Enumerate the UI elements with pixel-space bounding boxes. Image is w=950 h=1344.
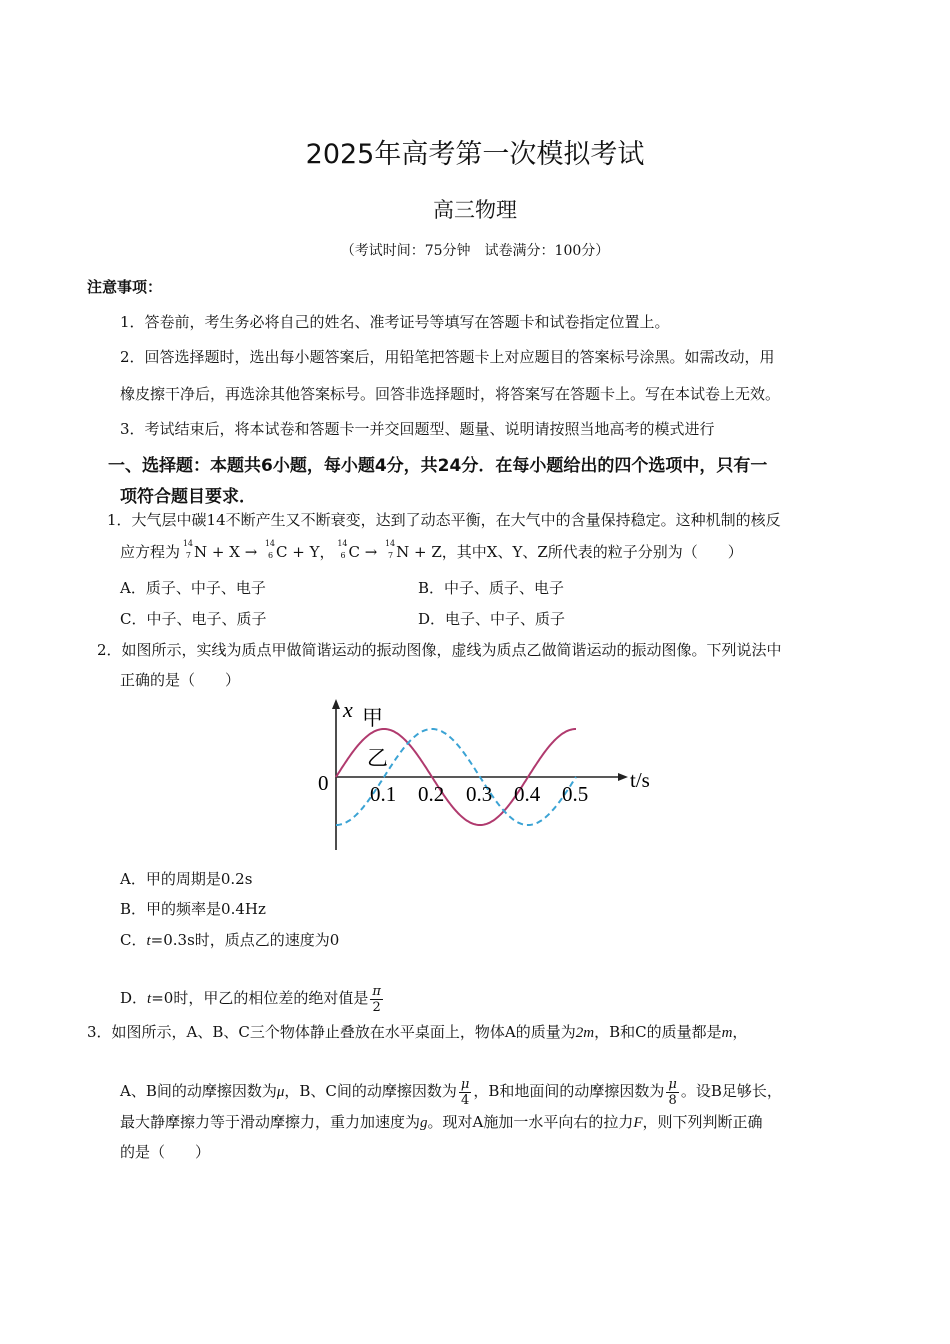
series-label-jia: 甲 — [362, 706, 383, 730]
x-axis-arrow — [618, 773, 628, 781]
q1-separator: ， — [319, 543, 335, 561]
q1-stem-line1: 1．大气层中碳14不断产生又不断衰变，达到了动态平衡，在大气中的含量保持稳定。这种机制的核反 — [107, 511, 781, 529]
q1-eq1: N + X → — [194, 543, 263, 561]
q3-stem-line3: 最大静摩擦力等于滑动摩擦力，重力加速度为g。现对A施加一水平向右的拉力F，则下列判断正确 — [120, 1113, 763, 1131]
exam-subject: 高三物理 — [433, 198, 517, 222]
q2-option-b: B．甲的频率是0.4Hz — [120, 900, 266, 918]
q2-option-a: A．甲的周期是0.2s — [120, 870, 253, 888]
note-item-3: 3．考试结束后，将本试卷和答题卡一并交回题型、题量、说明请按照当地高考的模式进行 — [120, 420, 715, 438]
notes-heading: 注意事项： — [87, 278, 163, 296]
q2-stem-line2: 正确的是（ ） — [120, 671, 241, 689]
q1-suffix: ，其中X、Y、Z所代表的粒子分别为（ ） — [441, 543, 743, 561]
nuclide-c14: 14 6 — [264, 539, 276, 560]
nuclide-c14-b: 14 6 — [337, 539, 348, 560]
exam-info: （考试时间：75分钟 试卷满分：100分） — [340, 243, 610, 259]
y-axis-label: x — [343, 697, 353, 722]
q2-option-d: D．t=0时，甲乙的相位差的绝对值是 $\frac{\pi}{2}$ — [120, 983, 381, 1015]
fraction-mu-over-4: $\frac{\mu}{4}$ — [460, 1076, 470, 1108]
series-label-yi: 乙 — [367, 746, 388, 770]
fraction-mu-over-8: $\frac{\mu}{8}$ — [668, 1076, 677, 1108]
q2-option-c: C．t=0.3s时，质点乙的速度为0 — [120, 931, 340, 949]
note-item-1: 1．答卷前，考生务必将自己的姓名、准考证号等填写在答题卡和试卷指定位置上。 — [120, 313, 670, 331]
x-tick-label: 0.1 — [370, 782, 397, 806]
q1-option-d: D．电子、中子、质子 — [418, 610, 566, 628]
q3-stem-line2: A、B间的动摩擦因数为μ，B、C间的动摩擦因数为 $\frac{\mu}{4}$ ，B和地面间的动摩擦因数为 $\frac{\mu}{8}$ 。设B足够长， — [120, 1076, 782, 1108]
nuclide-n14: 14 7 — [182, 539, 194, 560]
note-item-2: 2．回答选择题时，选出每小题答案后，用铅笔把答题卡上对应题目的答案标号涂黑。如需改动，用 — [120, 348, 775, 366]
x-tick-label: 0.5 — [562, 782, 589, 806]
exam-title: 2025年高考第一次模拟考试 — [305, 139, 645, 170]
q1-option-b: B．中子、质子、电子 — [418, 579, 565, 597]
note-item-2-cont: 橡皮擦干净后，再选涂其他答案标号。回答非选择题时，将答案写在答题卡上。写在本试卷上无效。 — [120, 385, 781, 403]
x-axis-label: t/s — [630, 768, 650, 792]
vibration-chart — [300, 695, 670, 855]
q1-option-c: C．中子、电子、质子 — [120, 610, 267, 628]
y-axis-arrow — [332, 699, 340, 709]
origin-label: 0 — [318, 771, 329, 795]
x-tick-label: 0.4 — [514, 782, 541, 806]
q1-eq1b: C + Y — [276, 543, 320, 561]
q1-eq2b: N + Z — [396, 543, 442, 561]
q1-stem-line2 — [120, 541, 743, 562]
q2-stem-line1: 2．如图所示，实线为质点甲做简谐运动的振动图像，虚线为质点乙做简谐运动的振动图像。下列说法中 — [97, 641, 782, 659]
q1-option-a: A．质子、中子、电子 — [120, 579, 266, 597]
nuclide-n14-b: 14 7 — [384, 539, 396, 560]
fraction-pi-over-2: $\frac{\pi}{2}$ — [372, 983, 381, 1015]
section-heading: 一、选择题：本题共6小题，每小题4分，共24分．在每小题给出的四个选项中，只有一 — [108, 456, 768, 476]
q3-stem-line1: 3．如图所示，A、B、C三个物体静止叠放在水平桌面上，物体A的质量为2m，B和C的质量都是m， — [87, 1023, 748, 1041]
x-tick-label: 0.3 — [466, 782, 493, 806]
q1-eq2: C → — [348, 543, 383, 561]
q3-stem-line4: 的是（ ） — [120, 1143, 211, 1161]
q1-prefix: 应方程为 — [120, 543, 181, 561]
section-heading-cont: 项符合题目要求． — [120, 487, 256, 507]
x-tick-label: 0.2 — [418, 782, 445, 806]
